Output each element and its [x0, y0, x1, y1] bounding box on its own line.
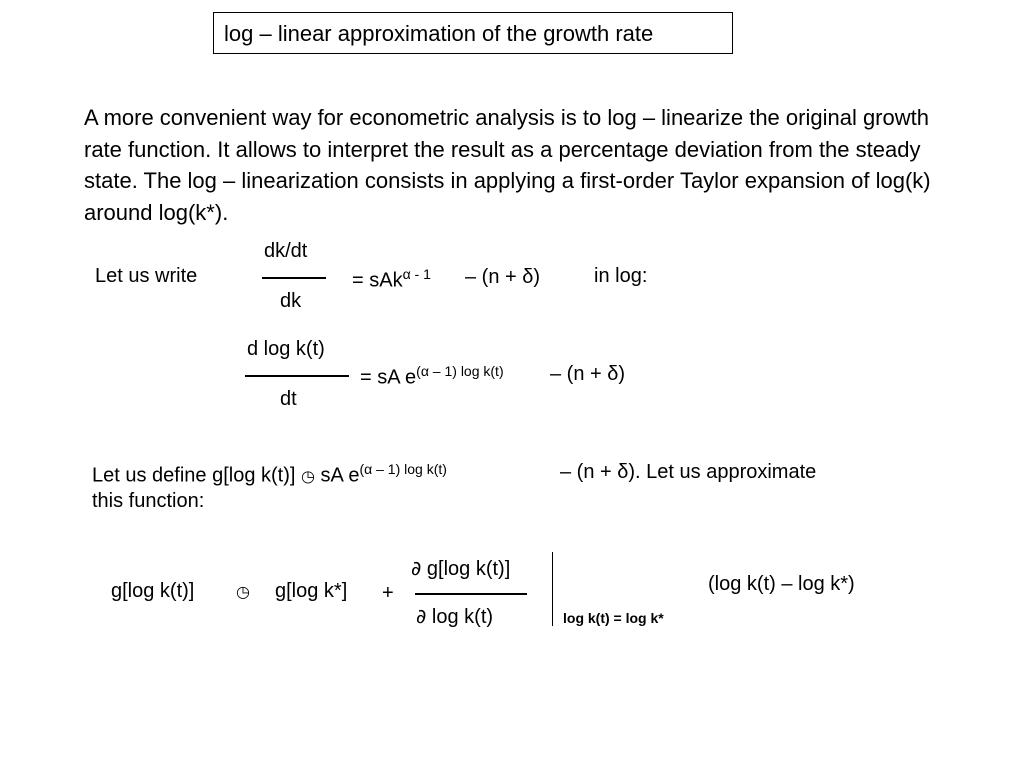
evaluation-bar [552, 552, 553, 626]
eq1-fraction-bar [262, 277, 326, 279]
define-line1 [92, 461, 447, 488]
define-rhs-exponent: (α – 1) log k(t) [359, 461, 447, 477]
eq2-denominator: dt [280, 388, 297, 410]
eq2-rhs [360, 363, 504, 390]
define-line2: this function: [92, 490, 205, 512]
eq2-numerator: d log k(t) [247, 338, 325, 360]
eq1-numerator: dk/dt [264, 240, 308, 262]
approx-fraction-bar [415, 593, 527, 595]
eq2-rhs-main: = sA e [360, 366, 417, 389]
approx-denominator-text: log k(t) [431, 606, 494, 628]
eq1-denominator: dk [280, 290, 302, 312]
partial-icon: ∂ [411, 556, 422, 580]
eq1-rhs-exponent: α - 1 [402, 266, 431, 282]
intro-paragraph: A more convenient way for econometric analysis is to log – linearize the original growth rate function. It allows to interpret the result as a percentage deviation from the steady state. The log – linearization consists in applying a first-order Taylor expansion of log(k) around log(k*). [84, 105, 931, 225]
approx-term1: g[log k*] [275, 580, 348, 602]
approx-symbol-icon: ◷ [236, 582, 250, 601]
eq1-rhs-tail: – (n + δ) [465, 266, 541, 288]
define-rhs-tail: – (n + δ). Let us approximate [560, 461, 817, 483]
approx-numerator-text: g[log k(t)] [426, 558, 511, 580]
eq2-rhs-tail: – (n + δ) [550, 363, 626, 385]
eq1-lead: Let us write [95, 265, 198, 287]
approx-evaluated-at: log k(t) = log k* [563, 610, 664, 626]
eq1-rhs [352, 266, 431, 293]
approx-plus: + [382, 582, 394, 604]
slide-title: log – linear approximation of the growth rate [213, 12, 733, 54]
define-lead: Let us define g[log k(t)] [92, 464, 296, 487]
partial-icon: ∂ [416, 604, 427, 628]
approx-denominator [416, 604, 493, 629]
eq2-fraction-bar [245, 375, 349, 377]
eq1-rhs-main: = sAk [352, 269, 403, 292]
approx-numerator [411, 556, 510, 581]
eq2-rhs-exponent: (α – 1) log k(t) [416, 363, 504, 379]
eq1-trail: in log: [594, 265, 648, 287]
define-rhs-main: sA e [320, 464, 360, 487]
approx-lhs: g[log k(t)] [111, 580, 195, 602]
approx-tail: (log k(t) – log k*) [708, 573, 855, 595]
define-symbol-icon: ◷ [301, 466, 315, 486]
